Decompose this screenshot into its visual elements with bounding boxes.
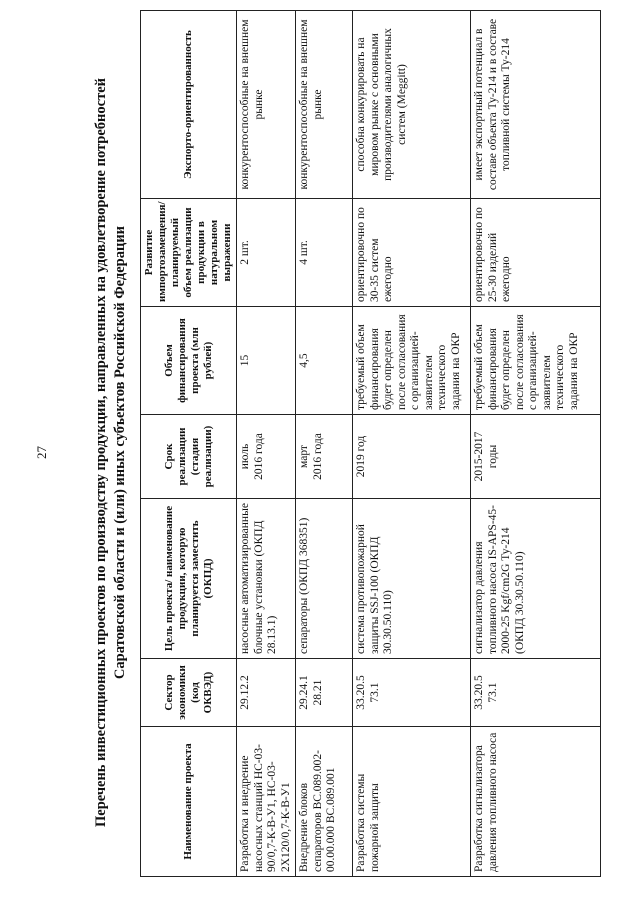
- header-goal: Цель проекта/ наименование продукции, которую планируется заместить (ОКПД): [141, 499, 237, 659]
- cell-term: 2019 год: [353, 415, 471, 499]
- header-export: Экспорто-ориентированность: [141, 11, 237, 199]
- title-line-1: Перечень инвестиционных проектов по производству продукции, направленных на удовлетворение потребностей: [93, 78, 109, 828]
- cell-sector: 33.20.5 73.1: [471, 659, 601, 727]
- cell-term: июль 2016 года: [237, 415, 296, 499]
- cell-sector: 29.24.1 28.21: [296, 659, 353, 727]
- table-row: [353, 11, 471, 877]
- cell-finance: требуемый объем финансирования будет определен после согласования с организацией-заявителем технического задания на ОКР: [471, 307, 601, 415]
- cell-export: имеет экспортный потенциал в составе объекта Ту-214 и в составе топливной системы Ту-214: [471, 11, 601, 199]
- cell-volume: 4 шт.: [296, 199, 353, 307]
- header-sector: Сектор экономики (код ОКВЭД): [141, 659, 237, 727]
- table-row: [471, 11, 601, 877]
- title-line-2: Саратовской области и (или) иных субъектов Российской Федерации: [112, 225, 128, 680]
- cell-goal: сепараторы (ОКПД 368351): [296, 499, 353, 659]
- header-term: Срок реализации (стадия реализации): [141, 415, 237, 499]
- table-header-row: [141, 11, 237, 877]
- cell-project-name: Разработка и внедрение насосных станций НС-03-90/0,7-К-В-У1, НС-03-2Х120/0,7-К-В-У1: [237, 727, 296, 877]
- cell-export: конкурентоспособные на внешнем рынке: [296, 11, 353, 199]
- table-row: [296, 11, 353, 877]
- cell-volume: ориентировочно по 30-35 систем ежегодно: [353, 199, 471, 307]
- cell-goal: система противопожарной защиты SSJ-100 (ОКПД 30.30.50.110): [353, 499, 471, 659]
- cell-finance: 4,5: [296, 307, 353, 415]
- cell-export: способна конкурировать на мировом рынке с основными производителями аналогичных систем (Meggitt): [353, 11, 471, 199]
- document-title: [92, 40, 130, 865]
- cell-volume: 2 шт.: [237, 199, 296, 307]
- cell-volume: ориентировочно по 25-30 изделий ежегодно: [471, 199, 601, 307]
- header-finance: Объем финансирования проекта (млн рублей): [141, 307, 237, 415]
- cell-term: март 2016 года: [296, 415, 353, 499]
- cell-finance: 15: [237, 307, 296, 415]
- table-row: [237, 11, 296, 877]
- cell-project-name: Разработка сигнализатора давления топливного насоса: [471, 727, 601, 877]
- cell-export: конкурентоспособные на внешнем рынке: [237, 11, 296, 199]
- cell-sector: 33.20.5 73.1: [353, 659, 471, 727]
- page-number: 27: [34, 446, 49, 459]
- cell-finance: требуемый объем финансирования будет определен после согласования с организацией-заявителем технического задания на ОКР: [353, 307, 471, 415]
- cell-project-name: Внедрение блоков сепараторов ВС.089.002-00.00.000 ВС.089.001: [296, 727, 353, 877]
- cell-sector: 29.12.2: [237, 659, 296, 727]
- cell-goal: насосные автоматизированные блочные установки (ОКПД 28.13.1): [237, 499, 296, 659]
- header-volume: Развитие импортозамещения/ планируемый объем реализации продукции в натуральном выражении: [141, 199, 237, 307]
- projects-table: [140, 10, 601, 877]
- cell-goal: сигнализатор давления топливного насоса IS-APS-45-2000-25 Kgf/cm2G Ту-214 (ОКПД 30.30.50.110): [471, 499, 601, 659]
- header-project-name: Наименование проекта: [141, 727, 237, 877]
- cell-project-name: Разработка системы пожарной защиты: [353, 727, 471, 877]
- cell-term: 2015-2017 годы: [471, 415, 601, 499]
